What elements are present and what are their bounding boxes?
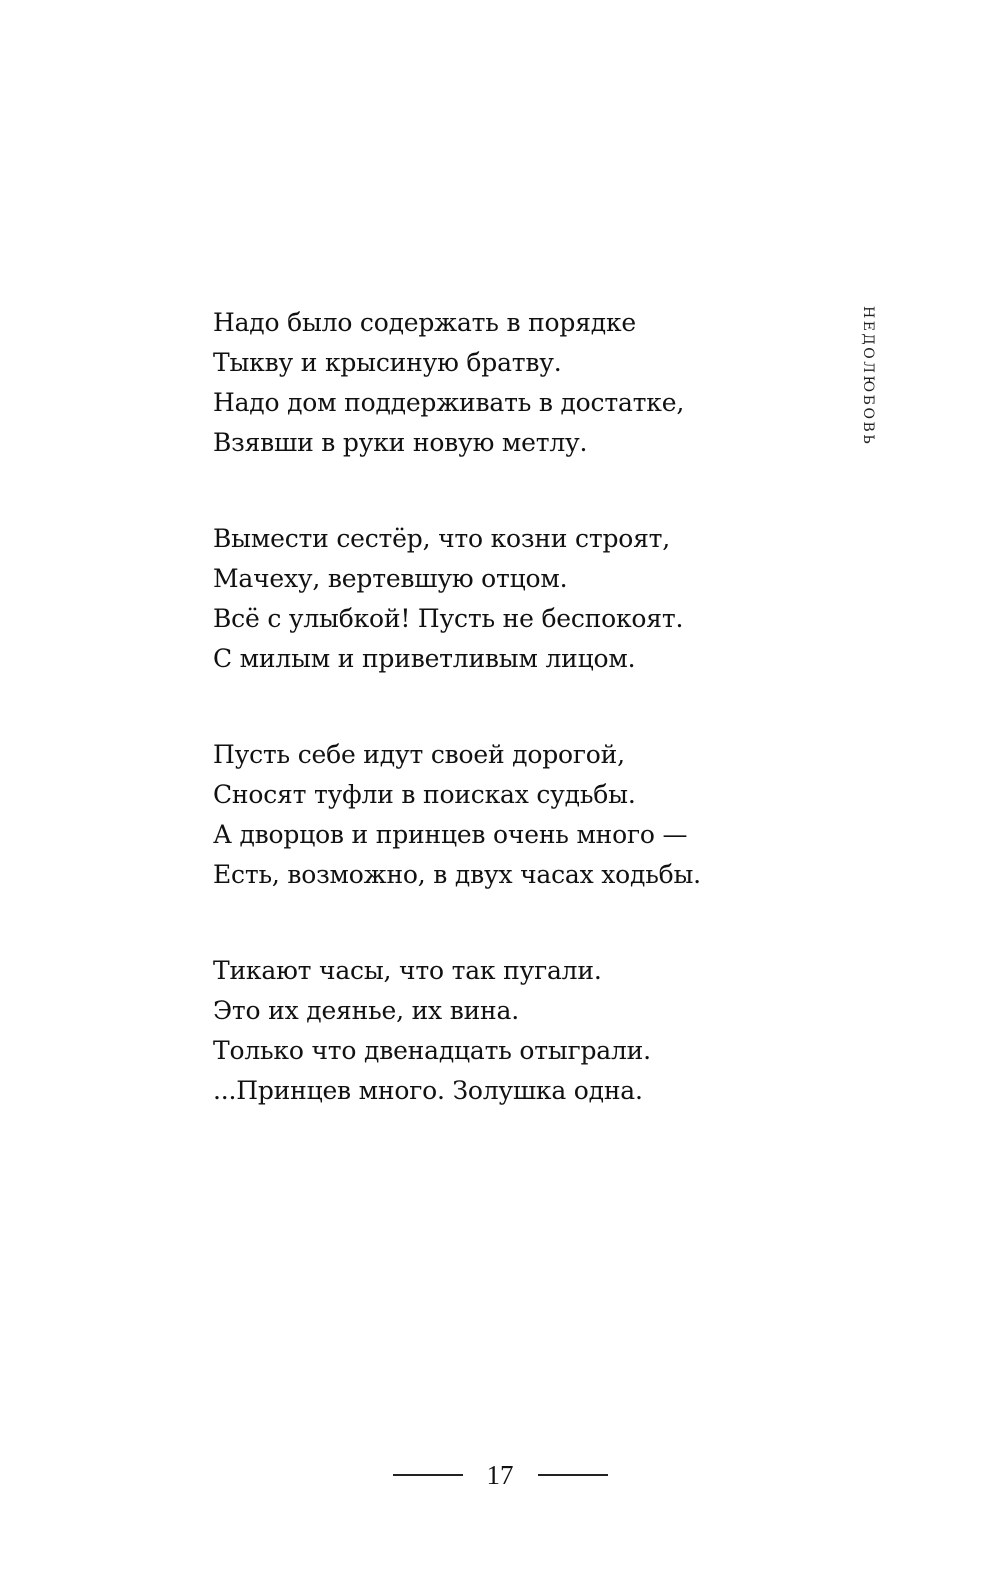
stanza-1 bbox=[213, 303, 773, 463]
running-head: НЕДОЛЮБОВЬ bbox=[860, 306, 876, 447]
stanza-3 bbox=[213, 735, 773, 895]
poem-line: Тикают часы, что так пугали. bbox=[213, 956, 602, 985]
poem-line: Вымести сестёр, что козни строят, bbox=[213, 524, 671, 553]
poem-line: Только что двенадцать отыграли. bbox=[213, 1036, 651, 1065]
page-footer bbox=[0, 1455, 1000, 1495]
right-rule-divider bbox=[538, 1474, 608, 1476]
stanza-2 bbox=[213, 519, 773, 679]
poem bbox=[213, 303, 773, 1111]
left-rule-divider bbox=[393, 1474, 463, 1476]
poem-line: Надо было содержать в порядке bbox=[213, 308, 636, 337]
poem-line: Это их деянье, их вина. bbox=[213, 996, 519, 1025]
stanza-4 bbox=[213, 951, 773, 1111]
poem-line: Есть, возможно, в двух часах ходьбы. bbox=[213, 860, 701, 889]
poem-line: Надо дом поддерживать в достатке, bbox=[213, 388, 685, 417]
poem-line: Сносят туфли в поисках судьбы. bbox=[213, 780, 636, 809]
poem-line: Мачеху, вертевшую отцом. bbox=[213, 564, 568, 593]
poem-line: Пусть себе идут своей дорогой, bbox=[213, 740, 625, 769]
poem-line: С милым и приветливым лицом. bbox=[213, 644, 636, 673]
poem-line: А дворцов и принцев очень много — bbox=[213, 820, 688, 849]
poem-line: Всё с улыбкой! Пусть не беспокоят. bbox=[213, 604, 684, 633]
poem-line: Взявши в руки новую метлу. bbox=[213, 428, 588, 457]
poem-line: ...Принцев много. Золушка одна. bbox=[213, 1076, 643, 1105]
poem-line: Тыкву и крысиную братву. bbox=[213, 348, 562, 377]
page-number: 17 bbox=[486, 1460, 514, 1490]
